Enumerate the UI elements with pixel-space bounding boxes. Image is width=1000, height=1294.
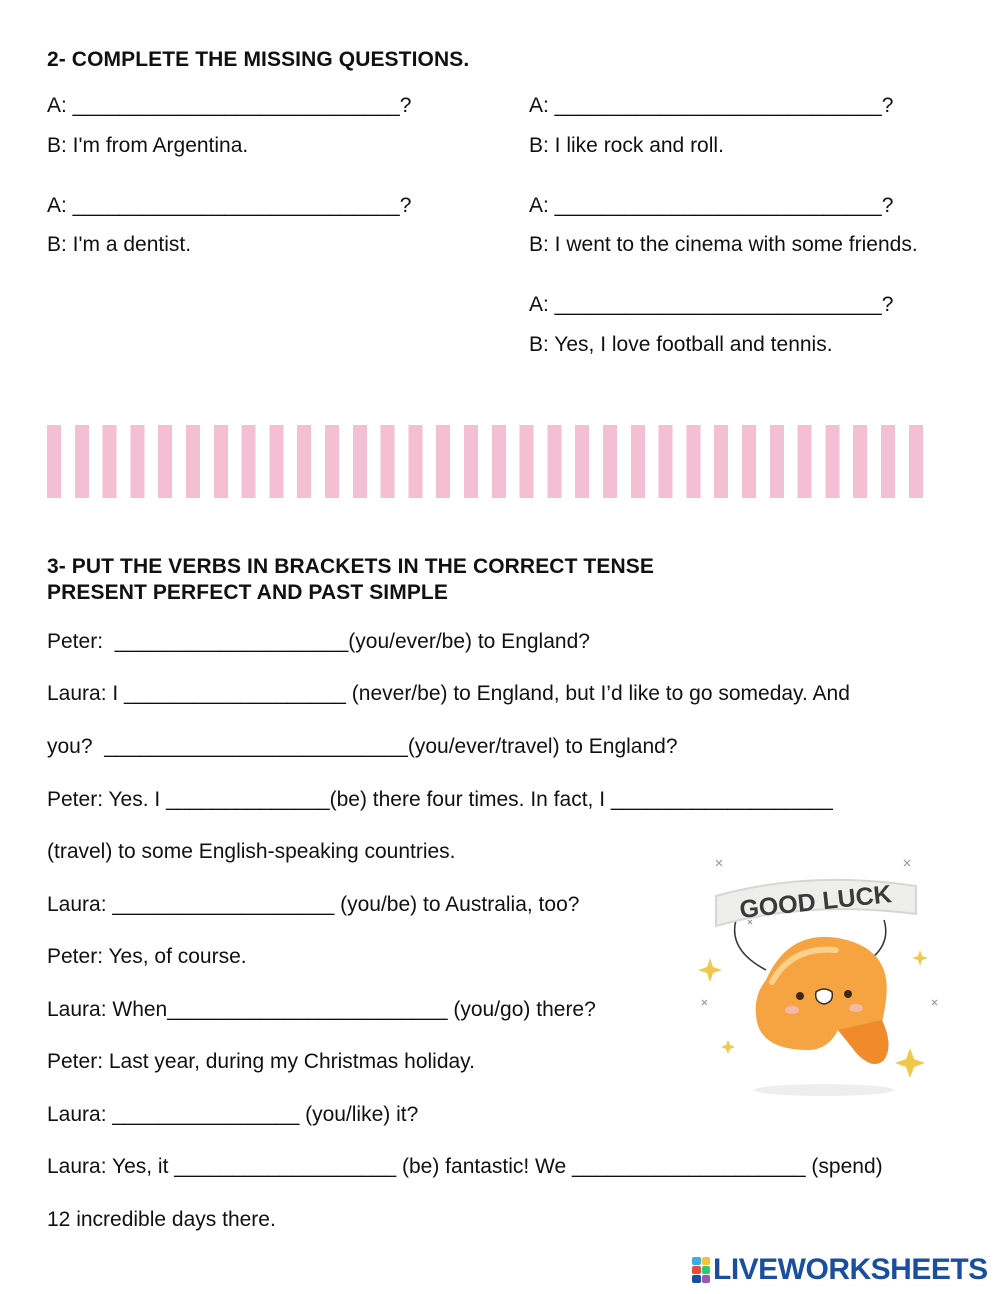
exercise-line-6[interactable]: Laura: ___________________ (you/be) to Australia, too? — [47, 893, 580, 916]
section-3-subheading: PRESENT PERFECT AND PAST SIMPLE — [47, 581, 448, 604]
q-right-3-b: B: Yes, I love football and tennis. — [529, 333, 833, 356]
section-2-heading: 2- COMPLETE THE MISSING QUESTIONS. — [47, 48, 470, 71]
q-right-3-a[interactable]: A: ____________________________? — [529, 293, 894, 316]
exercise-line-11[interactable]: Laura: Yes, it ___________________ (be) fantastic! We ____________________ (spend) — [47, 1155, 883, 1178]
fortune-cookie-icon — [688, 850, 948, 1110]
exercise-line-10[interactable]: Laura: ________________ (you/like) it? — [47, 1103, 419, 1126]
q-right-1-b: B: I like rock and roll. — [529, 134, 724, 157]
liveworksheets-logo-icon — [692, 1257, 710, 1283]
q-right-2-a[interactable]: A: ____________________________? — [529, 194, 894, 217]
exercise-line-12: 12 incredible days there. — [47, 1208, 276, 1231]
exercise-line-4[interactable]: Peter: Yes. I ______________(be) there four times. In fact, I ___________________ — [47, 788, 833, 811]
exercise-line-9: Peter: Last year, during my Christmas holiday. — [47, 1050, 475, 1073]
exercise-line-1[interactable]: Peter: ____________________(you/ever/be) to England? — [47, 630, 590, 653]
q-right-1-a[interactable]: A: ____________________________? — [529, 94, 894, 117]
exercise-line-2[interactable]: Laura: I ___________________ (never/be) to England, but I’d like to go someday. And — [47, 682, 850, 705]
q-left-1-a[interactable]: A: ____________________________? — [47, 94, 412, 117]
q-right-2-b: B: I went to the cinema with some friends. — [529, 233, 918, 256]
logo-text: LIVEWORKSHEETS — [713, 1253, 988, 1286]
q-left-2-a[interactable]: A: ____________________________? — [47, 194, 412, 217]
exercise-line-3[interactable]: you? __________________________(you/ever/travel) to England? — [47, 735, 678, 758]
section-3-heading: 3- PUT THE VERBS IN BRACKETS IN THE CORRECT TENSE — [47, 555, 654, 578]
exercise-line-7: Peter: Yes, of course. — [47, 945, 247, 968]
q-left-1-b: B: I'm from Argentina. — [47, 134, 249, 157]
good-luck-illustration — [688, 850, 948, 1110]
q-left-2-b: B: I'm a dentist. — [47, 233, 192, 256]
exercise-line-5: (travel) to some English-speaking countries. — [47, 840, 456, 863]
exercise-line-8[interactable]: Laura: When________________________ (you/go) there? — [47, 998, 596, 1021]
banner-text: GOOD LUCK — [738, 880, 894, 924]
pink-stripe-divider — [47, 425, 935, 498]
liveworksheets-logo[interactable] — [692, 1253, 988, 1287]
